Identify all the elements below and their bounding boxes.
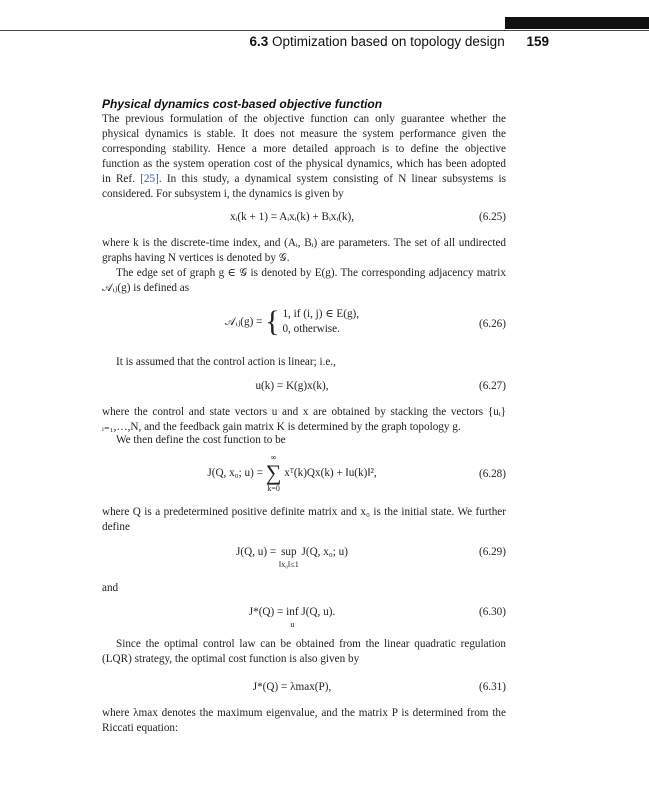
equation-number: (6.29) — [478, 546, 506, 558]
equation-lhs: J*(Q) = — [248, 606, 284, 618]
equation-6-29 — [102, 546, 506, 572]
sum-lower-limit: k=0 — [267, 484, 280, 493]
equation-rhs: J(Q, x₀; u) — [301, 546, 348, 558]
equation-number: (6.26) — [478, 318, 506, 330]
citation-link[interactable]: [25] — [140, 173, 159, 185]
header-rule — [0, 30, 649, 31]
equation-lhs: J(Q, x₀; u) = — [207, 467, 263, 479]
paragraph-2: where k is the discrete-time index, and (Aᵢ, Bᵢ) are parameters. The set of all undirected graphs having N vertices is denoted by 𝒢. — [102, 237, 506, 264]
equation-body — [102, 606, 482, 631]
inf-text: inf — [286, 606, 299, 618]
equation-6-26 — [102, 307, 506, 343]
section-title: Optimization based on topology design — [272, 34, 505, 49]
equation-number: (6.31) — [478, 681, 506, 693]
equation-body: J*(Q) = λmax(P), — [252, 681, 332, 693]
summation — [266, 452, 282, 494]
paragraph-7: where Q is a predetermined positive definite matrix and x₀ is the initial state. We further define — [102, 506, 506, 533]
sup-operator — [279, 546, 299, 571]
running-header — [0, 34, 549, 49]
equation-number: (6.25) — [478, 211, 506, 223]
paragraph-3: The edge set of graph g ∈ 𝒢 is denoted by E(g). The corresponding adjacency matrix 𝒜ᵢⱼ(g) is defined as — [102, 267, 506, 294]
header-black-bar — [505, 17, 649, 29]
paragraph-4: It is assumed that the control action is linear; i.e., — [116, 356, 336, 368]
subsection-heading: Physical dynamics cost-based objective function — [102, 97, 383, 111]
equation-rhs: xᵀ(k)Qx(k) + ‖u(k)‖², — [284, 467, 377, 479]
paragraph-1-text-b: . In this study, a dynamical system consisting of N linear subsystems is considered. For subsystem i, the dynamics is given by — [102, 173, 507, 200]
equation-body — [102, 307, 482, 337]
equation-lhs: J(Q, u) = — [236, 546, 277, 558]
inf-subscript: u — [290, 620, 295, 629]
case-1: 1, if (i, j) ∈ E(g), — [282, 308, 360, 320]
equation-lhs: 𝒜ᵢⱼ(g) = — [224, 316, 263, 328]
paragraph-8: and — [102, 582, 119, 594]
sup-subscript: ‖x₀‖≤1 — [279, 560, 299, 569]
paragraph-1 — [102, 112, 506, 202]
section-number: 6.3 — [249, 34, 269, 49]
equation-number: (6.28) — [478, 468, 506, 480]
left-brace-icon: { — [265, 305, 280, 338]
equation-rhs: J(Q, u). — [301, 606, 336, 618]
equation-6-30 — [102, 606, 506, 630]
inf-operator — [286, 606, 298, 631]
paragraph-9: Since the optimal control law can be obtained from the linear quadratic regulation (LQR) strategy, the optimal cost function is also given by — [102, 638, 506, 665]
sum-upper-limit: ∞ — [270, 453, 277, 462]
equation-body — [102, 452, 482, 494]
equation-number: (6.27) — [478, 380, 506, 392]
cases-block — [282, 307, 359, 337]
equation-body: xᵢ(k + 1) = Aᵢxᵢ(k) + Bᵢxᵢ(k), — [229, 211, 355, 223]
sum-symbol-icon: ∑ — [265, 460, 282, 485]
paragraph-10: where λmax denotes the maximum eigenvalue, and the matrix P is determined from the Riccati equation: — [102, 707, 506, 734]
equation-body: u(k) = K(g)x(k), — [255, 380, 329, 392]
equation-6-28 — [102, 452, 506, 496]
page-number: 159 — [526, 34, 549, 49]
equation-number: (6.30) — [478, 606, 506, 618]
sup-text: sup — [281, 546, 297, 558]
paragraph-6: We then define the cost function to be — [116, 434, 286, 446]
paragraph-5: where the control and state vectors u and x are obtained by stacking the vectors {uᵢ}ᵢ₌₁,…,N, and the feedback gain matrix K is determined by the graph topology g. — [102, 406, 506, 433]
equation-body — [102, 546, 482, 571]
case-2: 0, otherwise. — [282, 323, 340, 335]
paragraph-1-text-a: The previous formulation of the objective function can only guarantee whether the physical dynamics is stable. It does not measure the system performance given the corresponding stability. Hence a more detailed approach is to define the objective function as the system operation cost of the physical dynamics, which has been adopted in Ref. — [102, 113, 506, 185]
